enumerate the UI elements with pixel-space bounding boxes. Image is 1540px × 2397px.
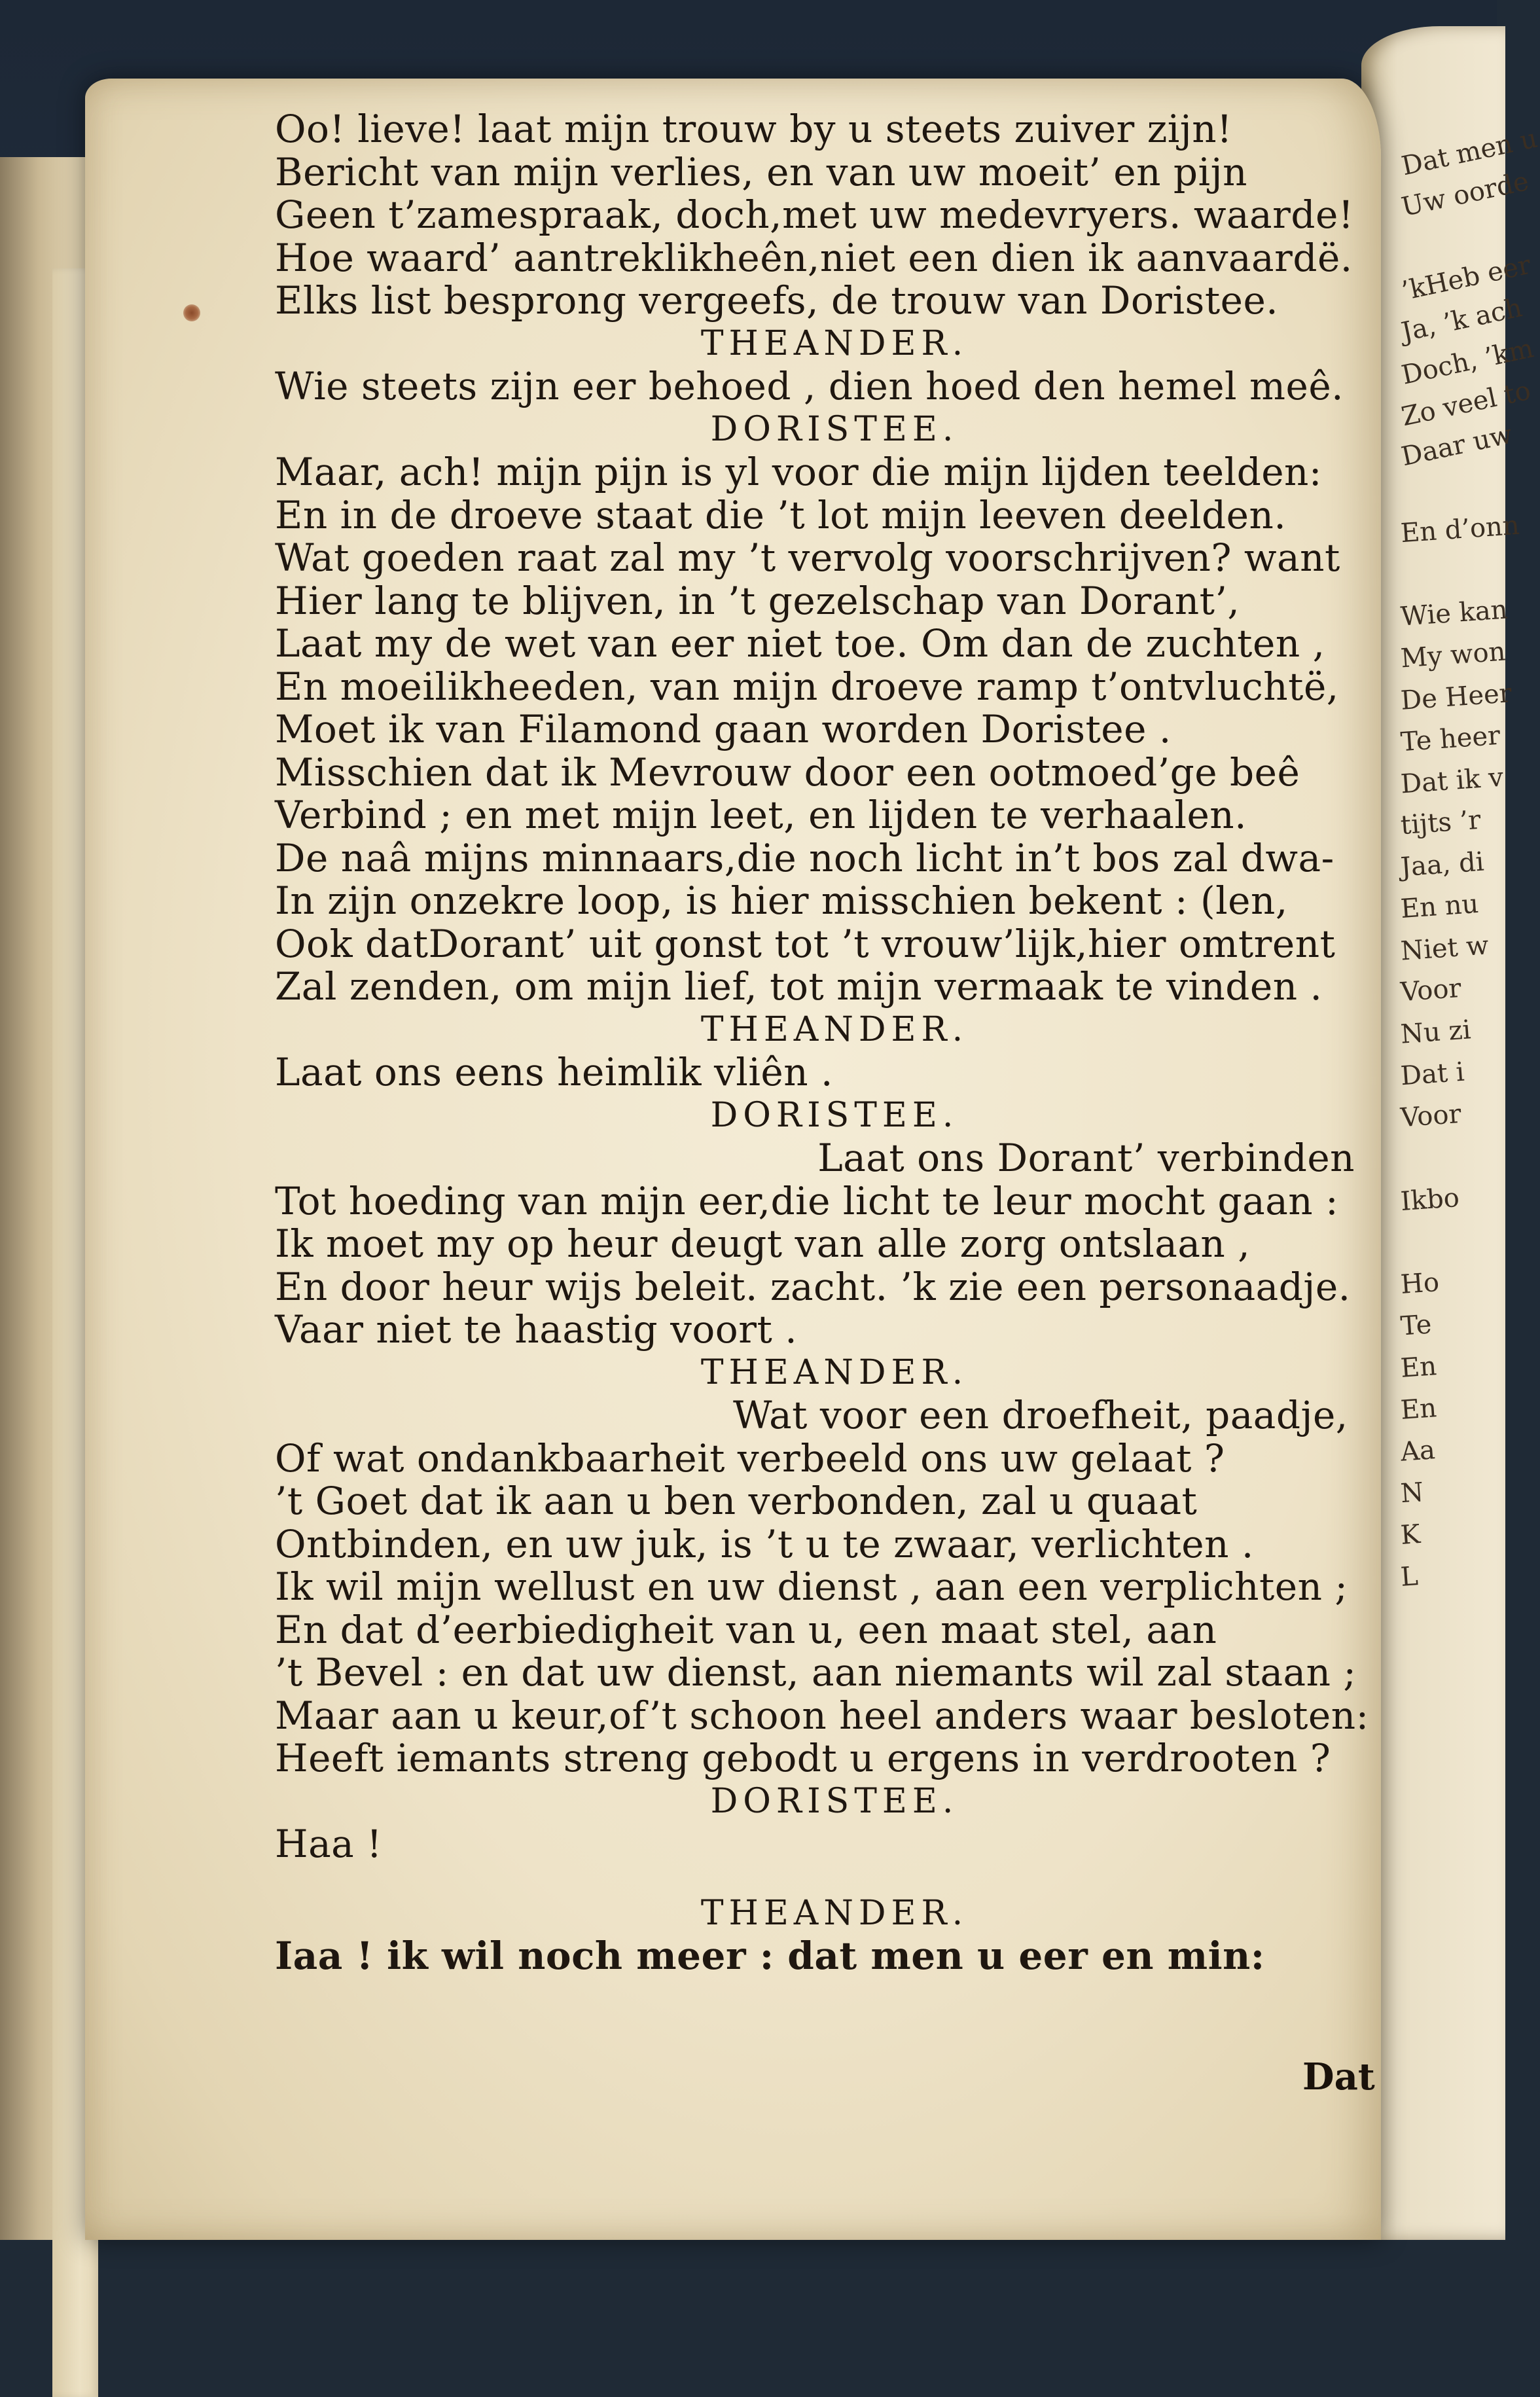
verse-line: Vaar niet te haastig voort . — [275, 1307, 798, 1352]
facing-page-line: Daar uw — [1399, 419, 1515, 473]
verse-line: Ontbinden, en uw juk, is ’t u te zwaar, verlichten . — [275, 1521, 1254, 1566]
facing-page-line: Dat i — [1399, 1056, 1465, 1092]
verse-line: Verbind ; en met mijn leet, en lijden te verhaalen. — [275, 793, 1247, 837]
verse-line: Ook datDorant’ uit gonst tot ’t vrouw’lijk,hier omtrent — [275, 921, 1336, 966]
verse-line: Of wat ondankbaarheit verbeeld ons uw gelaat ? — [275, 1435, 1225, 1481]
speaker-name: DORISTEE. — [710, 1095, 959, 1135]
verse-line: En door heur wijs beleit. zacht. ’k zie een personaadje. — [275, 1264, 1351, 1309]
facing-page-line: My won — [1399, 636, 1507, 674]
verse-line: Zal zenden, om mijn lief, tot mijn vermaak te vinden . — [275, 964, 1323, 1009]
verse-line: En moeilikheeden, van mijn droeve ramp t’ontvluchtë, — [275, 664, 1339, 709]
facing-page-line: En nu — [1399, 888, 1480, 925]
verse-line: En in de droeve staat die ’t lot mijn leeven deelden. — [275, 492, 1287, 537]
verse-line: Maar, ach! mijn pijn is yl voor die mijn lijden teelden: — [275, 450, 1322, 494]
facing-page-line: En d’onn — [1399, 510, 1520, 549]
facing-page-line: tijts ’r — [1399, 804, 1482, 841]
facing-page-line: Wie kan — [1399, 594, 1509, 632]
verse-line: Ik moet my op heur deugt van alle zorg ontslaan , — [275, 1221, 1251, 1266]
facing-page-line: Nu zi — [1399, 1015, 1472, 1050]
verse-line: Laat ons Dorant’ verbinden — [817, 1136, 1355, 1180]
speaker-name: DORISTEE. — [710, 1781, 959, 1821]
facing-page-line: Doch, ’km — [1399, 333, 1537, 391]
facing-page-line: Ja, ’k ach — [1399, 293, 1525, 348]
facing-page-line: Zo veel to — [1399, 375, 1533, 433]
verse-line: Hoe waard’ aantreklikheên,niet een dien ik aanvaardë. — [275, 235, 1353, 280]
verse-line: Iaa ! ik wil noch meer : dat men u eer en min: — [275, 1934, 1265, 1978]
verse-line: Bericht van mijn verlies, en van uw moeit’ en pijn — [275, 149, 1247, 194]
verse-line: Geen t’zamespraak, doch,met uw medevryers. waarde! — [275, 192, 1354, 237]
verse-line: Hier lang te blijven, in ’t gezelschap van Dorant’, — [275, 578, 1240, 623]
verse-line: Oo! lieve! laat mijn trouw by u steets zuiver zijn! — [275, 107, 1232, 151]
speaker-name: THEANDER. — [700, 1009, 969, 1049]
verse-line: Laat ons eens heimlik vliên . — [275, 1050, 833, 1094]
verse-line: Wat goeden raat zal my ’t vervolg voorschrijven? want — [275, 535, 1340, 580]
speaker-name: DORISTEE. — [710, 409, 959, 449]
facing-page-line: Niet w — [1399, 930, 1490, 967]
play-text — [275, 108, 1381, 1978]
verse-line: Wie steets zijn eer behoed , dien hoed den hemel meê. — [275, 364, 1344, 408]
facing-page-line: K — [1399, 1519, 1422, 1551]
verse-line: Elks list besprong vergeefs, de trouw van Doristee. — [275, 278, 1279, 323]
verse-line: Maar aan u keur,of’t schoon heel anders waar besloten: — [275, 1693, 1369, 1738]
foxing-stain — [183, 304, 200, 321]
facing-page-line: N — [1399, 1477, 1425, 1509]
facing-page-line: Ho — [1399, 1267, 1441, 1301]
verse-line: Laat my de wet van eer niet toe. Om dan de zuchten , — [275, 621, 1325, 666]
speaker-name: THEANDER. — [700, 1893, 969, 1933]
verse-line: Wat voor een droefheit, paadje, — [733, 1393, 1348, 1437]
verse-line: Haa ! — [275, 1822, 382, 1866]
verse-line: En dat d’eerbiedigheit van u, een maat stel, aan — [275, 1607, 1217, 1652]
facing-page-line: Te heer — [1399, 720, 1501, 758]
facing-page-line: Jaa, di — [1399, 846, 1486, 883]
facing-page-line: Aa — [1399, 1435, 1437, 1468]
facing-page-line: Te — [1399, 1309, 1433, 1342]
facing-page-line: En — [1399, 1351, 1438, 1384]
facing-page — [1361, 26, 1540, 2240]
facing-page-line: Uw oorde — [1399, 166, 1531, 223]
facing-page-line: Dat ik v — [1399, 762, 1505, 800]
facing-page-line: Ikbo — [1399, 1182, 1461, 1217]
verse-line: ’t Bevel : en dat uw dienst, aan niemants wil zal staan ; — [275, 1650, 1357, 1695]
speaker-name: THEANDER. — [700, 323, 969, 363]
catchword: Dat — [1302, 2055, 1375, 2099]
facing-page-line: ’kHeb eer — [1399, 249, 1533, 307]
line-gap — [275, 1866, 1381, 1892]
facing-page-line: Voor — [1399, 973, 1462, 1008]
verse-line: Misschien dat ik Mevrouw door een ootmoed’ge beê — [275, 749, 1300, 795]
facing-page-line: Voor — [1399, 1098, 1462, 1134]
speaker-name: THEANDER. — [700, 1352, 969, 1392]
facing-page-line: L — [1399, 1561, 1420, 1593]
verse-line: Moet ik van Filamond gaan worden Doristee . — [275, 707, 1172, 751]
facing-page-line: En — [1399, 1393, 1438, 1426]
verse-line: Heeft iemants streng gebodt u ergens in verdrooten ? — [275, 1736, 1331, 1780]
verse-line: Ik wil mijn wellust en uw dienst , aan een verplichten ; — [275, 1564, 1348, 1609]
verse-line: ’t Goet dat ik aan u ben verbonden, zal u quaat — [275, 1479, 1198, 1523]
facing-page-line: De Heer — [1399, 678, 1513, 716]
verse-line: Tot hoeding van mijn eer,die licht te leur mocht gaan : — [275, 1178, 1339, 1223]
verse-line: De naâ mijns minnaars,die noch licht in’t bos zal dwa- — [275, 835, 1334, 880]
facing-page-line: Dat men u — [1399, 123, 1540, 182]
verse-line: In zijn onzekre loop, is hier misschien bekent : (len, — [275, 878, 1288, 923]
